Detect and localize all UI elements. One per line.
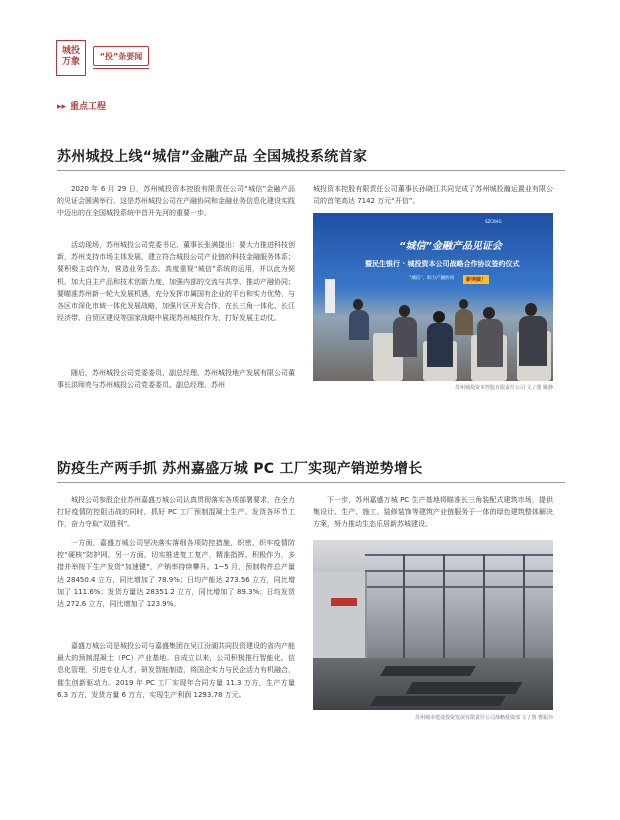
banner-slogan: 新突破！ xyxy=(463,275,489,284)
brand-logo xyxy=(56,40,86,76)
article2-title: 防疫生产两手抓 苏州嘉盛万城 PC 工厂实现产销逆势增长 xyxy=(57,461,423,477)
banner-tagline: “城信”，助力产融协同 xyxy=(409,276,455,281)
section-arrow-icon: ▸▸ xyxy=(57,102,67,112)
column-tag-underline xyxy=(93,68,149,69)
logo-text-line1: 城投 xyxy=(61,46,80,56)
screen-logo: SZCIIHG xyxy=(485,219,502,224)
banner-subtitle: 暨民生银行 · 城投资本公司战略合作协议签约仪式 xyxy=(365,260,520,268)
banner-title: “城信”金融产品见证会 xyxy=(399,241,502,252)
article1-paragraph-1: 2020 年 6 月 29 日，苏州城投资本控股有限责任公司“城信”金融产品的见证会圆满举行。这是苏州城投公司在产融协同和金融业务信息化建设实践中迈出的在全国城投系统中首开先河的重要一步。 xyxy=(57,185,295,218)
article2-paragraph-4: 下一步，苏州嘉盛万城 PC 生产基地将瞄准长三角装配式建筑市场，提供集设计、生产、施工、装修装饰等建筑产业链服务于一体的绿色建筑整体解决方案，努力推动生态乐居新苏城建设。 xyxy=(313,496,553,529)
article1-title: 苏州城投上线“城信”金融产品 全国城投系统首家 xyxy=(57,149,368,165)
article2-paragraph-1: 城投公司参股企业苏州嘉盛万城公司认真贯彻落实各项部署要求，在全力打好疫情防控阻击战的同时，抓好 PC 工厂预制混凝土生产、发货各环节工作，奋力夺取“双胜利”。 xyxy=(57,496,295,529)
factory-photo-caption: 苏州城市建设投资发展有限责任公司战略投资部 文 / 图 曹振伟 xyxy=(414,715,553,721)
event-photo-caption: 苏州城投资本控股有限责任公司 文 / 图 姚静 xyxy=(454,385,553,391)
event-photo xyxy=(313,213,553,381)
factory-sign xyxy=(331,598,357,606)
section-label: 重点工程 xyxy=(70,102,107,112)
article1-divider xyxy=(57,170,565,171)
logo-text-line2: 万象 xyxy=(61,57,80,67)
article1-paragraph-2: 活动现场，苏州城投公司党委书记、董事长张满提出：要大力推进科技创新，苏州支持市场主体发展，建立符合城投公司产业链的科技金融服务体系；要积极主动作为，营造业务生态。高度重视“城信”系统的运用，并以此为契机，加大自主产品和技术创新力度，加强内部的交流与共享，推动产融协同；要瞄准苏州新一轮大发展机遇，充分发挥市属国有企业的平台和实力优势，与各区市深化市域一体化发展战略，加强片区开发合作，在长三角一体化、长江经济带、自贸区建设等国家战略中展现苏州城投作为，打好发展主动仗。 xyxy=(57,241,295,323)
article1-paragraph-3-start: 随后，苏州城投公司党委委员、副总经理、苏州城投地产发展有限公司董事长洪师亮与苏州城投公司党委委员、副总经理、苏州 xyxy=(57,369,295,390)
column-tag: “投”条要闻 xyxy=(93,46,149,66)
factory-photo xyxy=(313,540,553,710)
article2-paragraph-2: 一方面，嘉盛万城公司坚决落实落细各项防控措施，织密、织牢疫情防控“硬核”防护网。另一方面，切实推进复工复产，精准指挥、积极作为，多措并举按下生产发货“加速键”，产销率持续攀升。1~5 月，预制构件总产量达 28450.4 立方，同比增加了 78.9%；日均产能达 273.56 立方，同比增加了 111.6%；发货方量达 28351.2 立方，同比增加了 89.3%；日均发货达 272.6 立方，同比增加了 123.9%。 xyxy=(57,539,295,609)
podium xyxy=(325,279,335,313)
article2-paragraph-3: 嘉盛万城公司是城投公司与嘉盛集团在吴江汾湖共同投资建设的省内产能最大的预制混凝土（PC）产业基地。自成立以来，公司积极推行智能化、信息化管理，引进专业人才，研发智能制造，将国企实力与民企活力有机融合，催生创新驱动力。2019 年 PC 工厂实现年合同方量 11.3 万方，生产方量 6.3 万方，发货方量 6 万方，实现生产利润 1293.78 万元。 xyxy=(57,642,295,699)
article1-paragraph-3-end: 城投资本控股有限责任公司董事长孙晓江共同完成了苏州城投瀚运置业有限公司的首笔高达 7142 万元“开信”。 xyxy=(313,185,553,206)
article2-divider xyxy=(57,482,565,483)
